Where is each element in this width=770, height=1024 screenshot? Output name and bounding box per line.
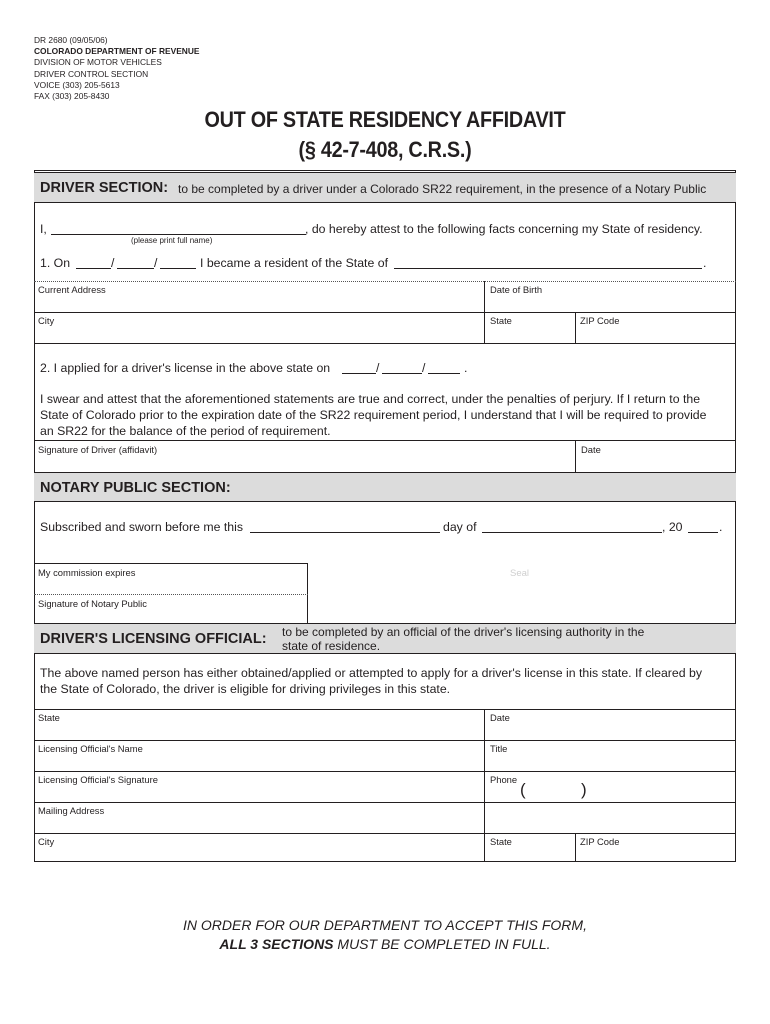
day-of-label: day of — [443, 520, 477, 534]
official-state-label: State — [38, 712, 60, 723]
column-divider — [575, 440, 576, 473]
row-divider — [34, 440, 736, 441]
row-divider — [34, 343, 736, 344]
full-name-field[interactable] — [51, 234, 306, 235]
official-title-label: Title — [490, 743, 508, 754]
official-section-description-2: state of residence. — [282, 639, 381, 653]
row-divider — [34, 802, 736, 803]
period: . — [464, 361, 468, 375]
form-title: OUT OF STATE RESIDENCY AFFIDAVIT — [204, 107, 566, 132]
official-paragraph-2: the State of Colorado, the driver is eligible for driving privileges in this state. — [40, 682, 451, 696]
notary-section-band — [34, 472, 736, 502]
application-year-field[interactable] — [428, 373, 460, 374]
footer-emphasis: ALL 3 SECTIONS — [219, 936, 334, 952]
driver-signature-label: Signature of Driver (affidavit) — [38, 444, 158, 455]
division-name: DIVISION OF MOTOR VEHICLES — [34, 57, 162, 68]
sworn-year-field[interactable] — [688, 532, 718, 533]
city-label: City — [38, 315, 55, 326]
column-divider — [484, 709, 485, 861]
official-zip-label: ZIP Code — [580, 836, 620, 847]
period: . — [703, 256, 707, 270]
form-frame — [34, 170, 736, 862]
print-name-hint: (please print full name) — [131, 236, 213, 245]
application-day-field[interactable] — [382, 373, 422, 374]
driver-section-description: to be completed by a driver under a Colorado SR22 requirement, in the presence of a Notary Public — [178, 182, 707, 196]
driver-section-band — [34, 172, 736, 203]
section-name: DRIVER CONTROL SECTION — [34, 68, 149, 79]
state-label: State — [490, 315, 512, 326]
attest-prefix: I, — [40, 222, 47, 236]
driver-section-heading: DRIVER SECTION: — [40, 180, 169, 196]
area-code-close: ) — [581, 780, 587, 799]
fax-number: FAX (303) 205-8430 — [34, 91, 110, 102]
footer-line-1: IN ORDER FOR OUR DEPARTMENT TO ACCEPT THIS FORM, — [183, 917, 587, 933]
row-divider — [34, 740, 736, 741]
mailing-address-label: Mailing Address — [38, 805, 105, 816]
zip-code-label: ZIP Code — [580, 315, 620, 326]
residency-day-field[interactable] — [117, 268, 154, 269]
row-divider — [34, 771, 736, 772]
official-date-label: Date — [490, 712, 510, 723]
subscribed-statement: Subscribed and sworn before me this — [40, 520, 244, 534]
residency-state-field[interactable] — [394, 268, 702, 269]
official-section-description-1: to be completed by an official of the driver's licensing authority in the — [282, 625, 645, 639]
slash: / — [111, 256, 115, 270]
item1-prefix: 1. On — [40, 256, 71, 270]
official-signature-label: Licensing Official's Signature — [38, 774, 158, 785]
official-section-band — [34, 623, 736, 654]
sworn-month-field[interactable] — [482, 532, 662, 533]
row-divider — [34, 594, 308, 595]
notary-signature-label: Signature of Notary Public — [38, 598, 147, 609]
column-divider — [575, 833, 576, 861]
year-prefix: , 20 — [662, 520, 683, 534]
driver-signature-date-label: Date — [581, 444, 601, 455]
voice-number: VOICE (303) 205-5613 — [34, 79, 120, 90]
attest-statement: , do hereby attest to the following facts concerning my State of residency. — [305, 222, 703, 236]
official-phone-label: Phone — [490, 774, 518, 785]
sworn-day-field[interactable] — [250, 532, 440, 533]
official-city-label: City — [38, 836, 55, 847]
row-divider — [34, 281, 736, 282]
form-number: DR 2680 (09/05/06) — [34, 35, 108, 45]
slash: / — [422, 361, 426, 375]
row-divider — [34, 312, 736, 313]
column-divider — [575, 312, 576, 343]
residency-year-field[interactable] — [160, 268, 196, 269]
seal-placeholder: Seal — [510, 568, 530, 579]
period: . — [719, 520, 723, 534]
row-divider — [34, 709, 736, 710]
official-name-label: Licensing Official's Name — [38, 743, 143, 754]
item1-statement: I became a resident of the State of — [200, 256, 388, 270]
commission-expires-label: My commission expires — [38, 567, 136, 578]
oath-line-2: State of Colorado prior to the expiration date of the SR22 requirement period, I understand that I will be required to provide — [40, 408, 707, 422]
slash: / — [154, 256, 158, 270]
area-code-open: ( — [520, 780, 526, 799]
date-of-birth-label: Date of Birth — [490, 284, 543, 295]
row-divider — [34, 563, 308, 564]
slash: / — [376, 361, 380, 375]
application-month-field[interactable] — [342, 373, 376, 374]
department-name: COLORADO DEPARTMENT OF REVENUE — [34, 46, 200, 57]
official-section-heading: DRIVER'S LICENSING OFFICIAL: — [40, 631, 267, 647]
footer-rest: MUST BE COMPLETED IN FULL. — [333, 936, 551, 952]
row-divider — [34, 833, 736, 834]
official-paragraph-1: The above named person has either obtained/applied or attempted to apply for a driver's license in this state. If cleared by — [40, 666, 702, 680]
current-address-label: Current Address — [38, 284, 106, 295]
column-divider — [307, 563, 308, 623]
statute-reference: (§ 42-7-408, C.R.S.) — [298, 137, 472, 162]
residency-month-field[interactable] — [76, 268, 111, 269]
oath-line-1: I swear and attest that the aforementioned statements are true and correct, under the penalties of perjury. If I return to the — [40, 392, 701, 406]
oath-line-3: an SR22 for the balance of the period of requirement. — [40, 424, 331, 438]
notary-section-heading: NOTARY PUBLIC SECTION: — [40, 480, 231, 496]
official-state2-label: State — [490, 836, 512, 847]
footer-line-2 — [0, 936, 770, 952]
agency-header — [34, 35, 200, 102]
item2-statement: 2. I applied for a driver's license in the above state on — [40, 361, 331, 375]
